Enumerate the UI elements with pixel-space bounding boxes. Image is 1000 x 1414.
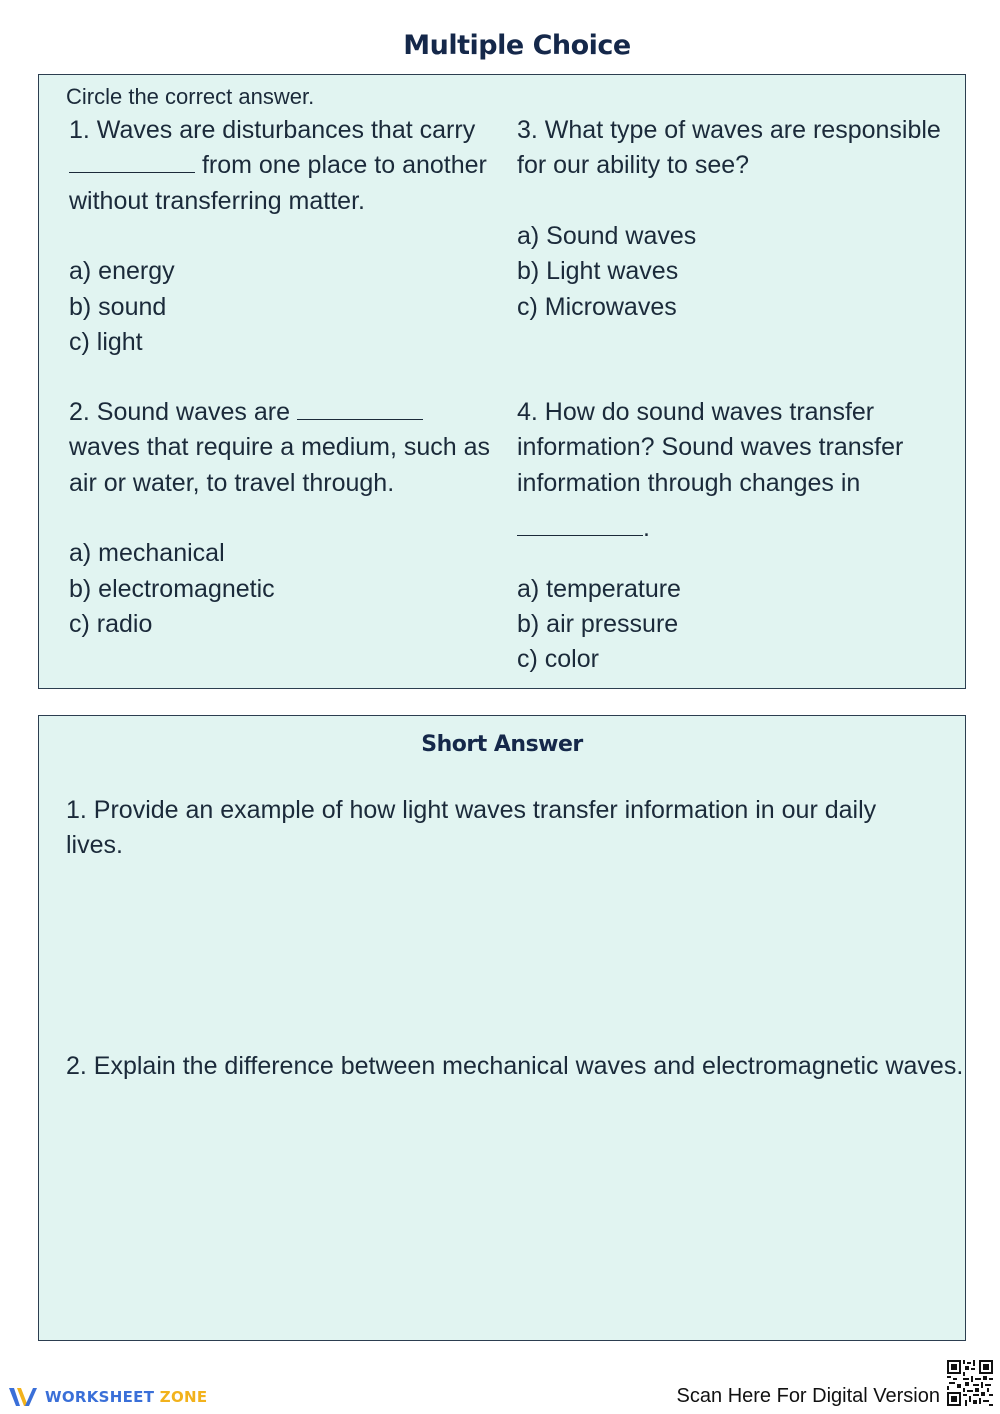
short-answer-section (38, 715, 966, 1341)
question-line: 1. Provide an example of how light waves transfer information in our daily (66, 796, 877, 824)
question-line: without transferring matter. (69, 186, 365, 215)
question-line: air or water, to travel through. (69, 468, 395, 497)
option-c[interactable]: c) Microwaves (517, 292, 677, 321)
logo-text: WORKSHEET ZONE (45, 1388, 208, 1406)
short-answer-title: Short Answer (421, 732, 583, 757)
mc-question-2 (69, 395, 490, 642)
option-a[interactable]: a) Sound waves (517, 221, 697, 250)
answer-blank (297, 397, 423, 420)
page-title: Multiple Choice (403, 30, 631, 61)
answer-blank (69, 150, 195, 173)
logo-mark-icon (8, 1385, 42, 1409)
sa-question-1[interactable] (66, 793, 876, 864)
question-line: from one place to another (69, 148, 487, 183)
question-line: waves that require a medium, such as (69, 433, 491, 462)
option-c[interactable]: c) color (517, 645, 599, 674)
option-c[interactable]: c) light (69, 328, 143, 357)
question-line: . (517, 511, 903, 546)
question-line: information? Sound waves transfer (517, 433, 904, 462)
sa-question-2[interactable] (66, 1049, 963, 1084)
question-line: 1. Waves are disturbances that carry (69, 116, 476, 144)
question-line: for our ability to see? (517, 151, 750, 180)
qr-code-icon[interactable] (947, 1360, 993, 1406)
answer-blank (517, 513, 643, 536)
option-a[interactable]: a) energy (69, 257, 175, 286)
option-a[interactable]: a) temperature (517, 574, 681, 603)
question-line: 2. Sound waves are (69, 395, 490, 430)
question-line: 3. What type of waves are responsible (517, 116, 941, 144)
question-line: 2. Explain the difference between mechanical waves and electromagnetic waves. (66, 1052, 964, 1080)
mc-question-4 (517, 395, 903, 678)
mc-question-3 (517, 113, 941, 325)
option-b[interactable]: b) electromagnetic (69, 574, 275, 603)
option-b[interactable]: b) Light waves (517, 257, 679, 286)
question-line: lives. (66, 831, 123, 860)
instruction-text: Circle the correct answer. (66, 84, 315, 109)
scan-text: Scan Here For Digital Version (676, 1385, 940, 1407)
option-b[interactable]: b) air pressure (517, 610, 679, 639)
question-line: information through changes in (517, 468, 861, 497)
option-b[interactable]: b) sound (69, 292, 167, 321)
worksheet-zone-logo[interactable] (8, 1384, 207, 1410)
multiple-choice-section (38, 74, 966, 689)
mc-question-1 (69, 113, 487, 360)
option-c[interactable]: c) radio (69, 610, 153, 639)
question-line: 4. How do sound waves transfer (517, 398, 875, 426)
option-a[interactable]: a) mechanical (69, 539, 225, 568)
